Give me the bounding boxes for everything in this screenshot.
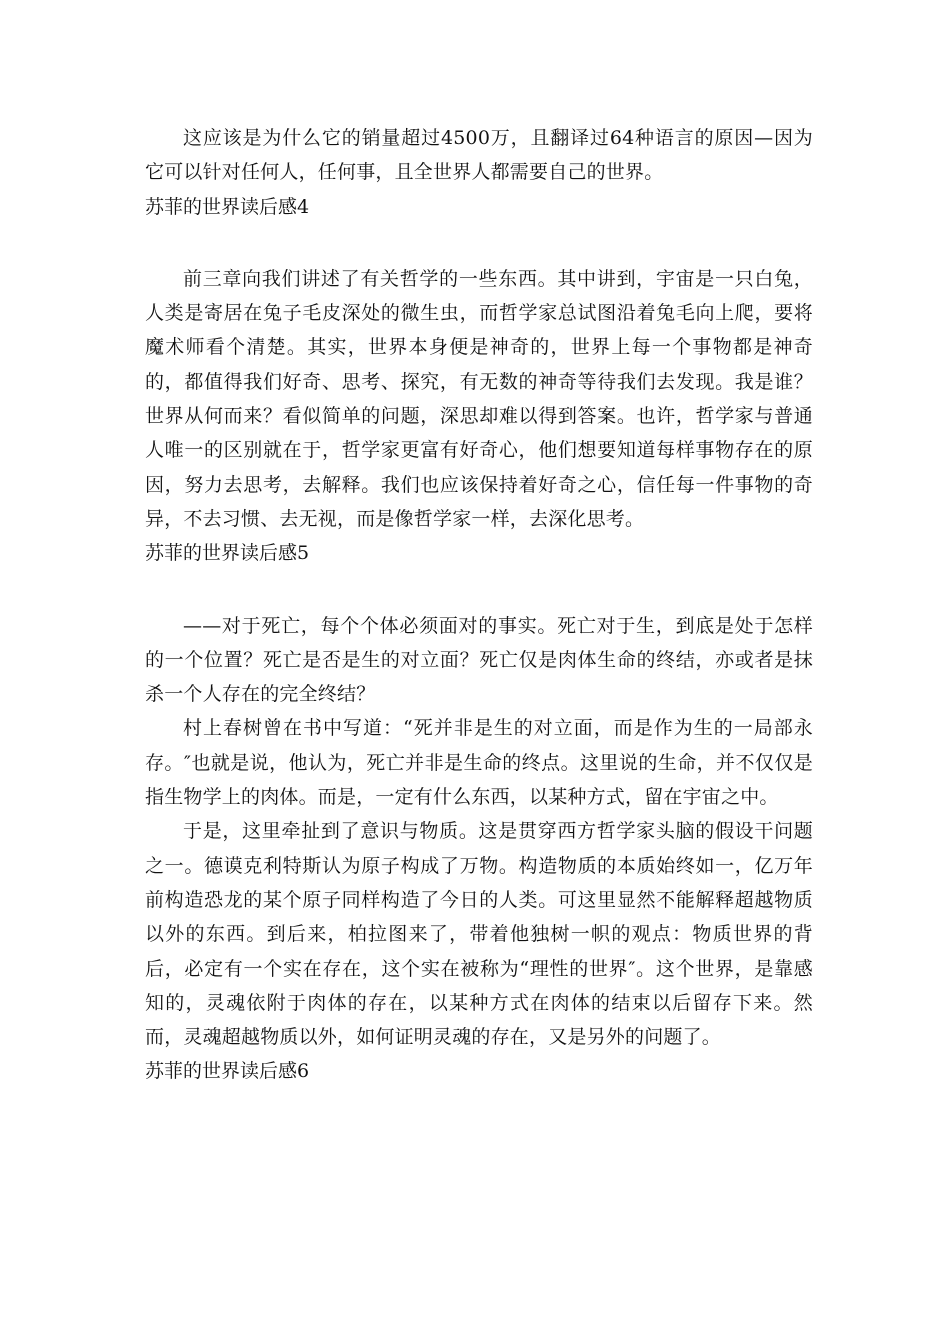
spacer — [145, 571, 813, 609]
document-body — [145, 121, 813, 1089]
section-heading: 苏菲的世界读后感4 — [145, 195, 310, 218]
paragraph: 前三章向我们讲述了有关哲学的一些东西。其中讲到，宇宙是一只白兔，人类是寄居在兔子毛皮深处的微生虫，而哲学家总试图沿着兔毛向上爬，要将魔术师看个清楚。其实，世界本身便是神奇的，世界上每一个事物都是神奇的，都值得我们好奇、思考、探究，有无数的神奇等待我们去发现。我是谁？世界从何而来？看似简单的问题，深思却难以得到答案。也许，哲学家与普通人唯一的区别就在于，哲学家更富有好奇心，他们想要知道每样事物存在的原因，努力去思考，去解释。我们也应该保持着好奇之心，信任每一件事物的奇异，不去习惯、去无视，而是像哲学家一样，去深化思考。 — [145, 267, 813, 530]
section-heading: 苏菲的世界读后感5 — [145, 542, 310, 565]
spacer — [145, 224, 813, 262]
section-heading: 苏菲的世界读后感6 — [145, 1060, 310, 1083]
paragraph: 村上春树曾在书中写道：“死并非是生的对立面，而是作为生的一局部永存。″也就是说，他认为，死亡并非是生命的终点。这里说的生命，并不仅仅是指生物学上的肉体。而是，一定有什么东西，以某种方式，留在宇宙之中。 — [145, 717, 813, 809]
paragraph: ——对于死亡，每个个体必须面对的事实。死亡对于生，到底是处于怎样的一个位置？死亡是否是生的对立面？死亡仅是肉体生命的终结，亦或者是抹杀一个人存在的完全终结？ — [145, 614, 813, 706]
paragraph: 于是，这里牵扯到了意识与物质。这是贯穿西方哲学家头脑的假设干问题之一。德谟克利特斯认为原子构成了万物。构造物质的本质始终如一，亿万年前构造恐龙的某个原子同样构造了今日的人类。可这里显然不能解释超越物质以外的东西。到后来，柏拉图来了，带着他独树一帜的观点：物质世界的背后，必定有一个实在存在，这个实在被称为“理性的世界″。这个世界，是靠感知的，灵魂依附于肉体的存在，以某种方式在肉体的结束以后留存下来。然而，灵魂超越物质以外，如何证明灵魂的存在，又是另外的问题了。 — [145, 820, 813, 1049]
paragraph: 这应该是为什么它的销量超过4500万，且翻译过64种语言的原因—因为它可以针对任何人，任何事，且全世界人都需要自己的世界。 — [145, 127, 813, 184]
